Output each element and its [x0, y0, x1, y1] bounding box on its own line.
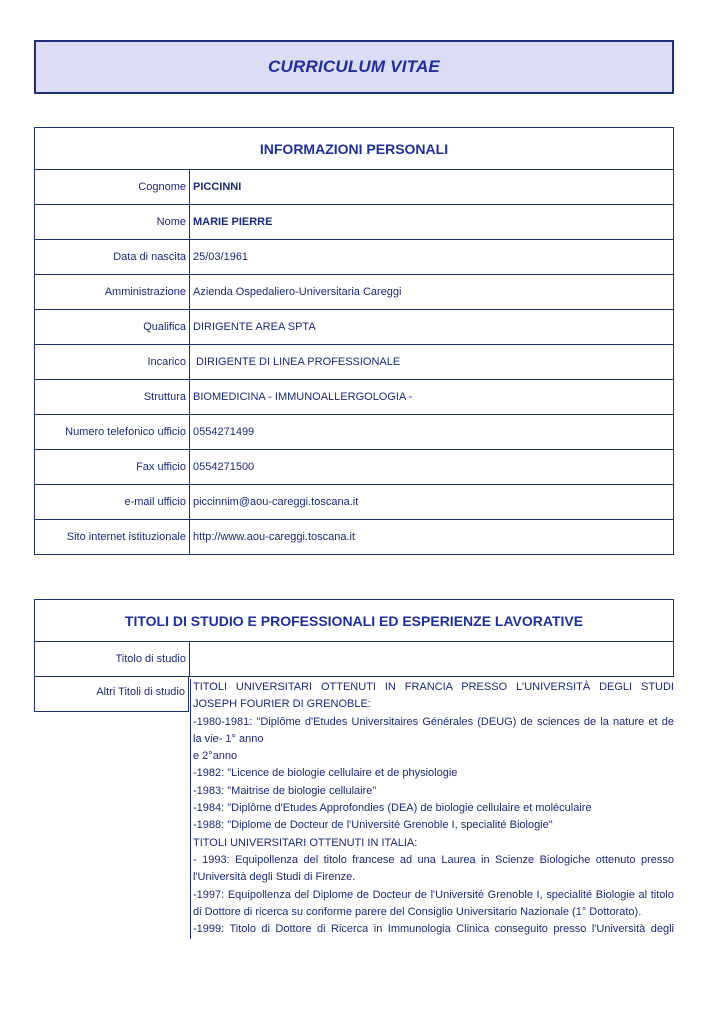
info-row [35, 415, 673, 450]
info-row [35, 485, 673, 520]
info-row [35, 240, 673, 275]
info-value: BIOMEDICINA - IMMUNOALLERGOLOGIA - [193, 391, 413, 403]
personal-info-heading: INFORMAZIONI PERSONALI [35, 128, 673, 170]
personal-info-section [34, 127, 674, 555]
info-row [35, 205, 673, 240]
titolo-row [35, 642, 673, 677]
altri-line: - 1993: Equipollenza del titolo francese ad una Laurea in Scienze Biologiche ottenuto presso [193, 853, 674, 866]
altri-line: -1999: Titolo di Dottore di Ricerca in Immunologia Clinica conseguito presso l'Università degli [193, 923, 674, 936]
info-row [35, 450, 673, 485]
altri-titoli-text [190, 679, 674, 939]
info-value: 0554271500 [193, 461, 255, 473]
info-value: PICCINNI [193, 181, 242, 193]
info-row [35, 275, 673, 310]
info-value: 25/03/1961 [193, 251, 249, 263]
altri-line: -1984: "Diplôme d'Etudes Approfondies (DEA) de biologie cellulaire et moléculaire [193, 802, 592, 815]
info-label: Fax ufficio [35, 450, 190, 484]
titolo-label: Titolo di studio [35, 642, 190, 676]
altri-line: -1988: "Diplome de Docteur de l'Université Grenoble I, specialité Biologie" [193, 819, 553, 832]
titles-heading: TITOLI DI STUDIO E PROFESSIONALI ED ESPERIENZE LAVORATIVE [35, 600, 673, 642]
info-label: e-mail ufficio [35, 485, 190, 519]
info-label: Data di nascita [35, 240, 190, 274]
info-row [35, 170, 673, 205]
info-label: Cognome [35, 170, 190, 204]
page-title: CURRICULUM VITAE [268, 57, 440, 76]
info-row [35, 345, 673, 380]
info-value: http://www.aou-careggi.toscana.it [193, 531, 356, 543]
personal-info-rows [35, 170, 673, 555]
altri-line: la vie- 1° anno [193, 732, 264, 745]
info-value: 0554271499 [193, 426, 255, 438]
info-value: Azienda Ospedaliero-Universitaria Careggi [193, 286, 402, 298]
info-label: Incarico [35, 345, 190, 379]
altri-line: -1982: "Licence de biologie cellulaire et de physiologie [193, 767, 458, 780]
titles-section [34, 599, 674, 677]
altri-line: e 2°anno [193, 750, 238, 763]
altri-line: JOSEPH FOURIER DI GRENOBLE: [193, 698, 371, 711]
altri-line: -1980-1981: "Diplôme d'Etudes Universitaires Générales (DEUG) de sciences de la nature et de [193, 715, 674, 728]
info-value: DIRIGENTE DI LINEA PROFESSIONALE [193, 356, 401, 368]
info-value: piccinnim@aou-careggi.toscana.it [193, 496, 359, 508]
altri-line: TITOLI UNIVERSITARI OTTENUTI IN ITALIA: [193, 836, 418, 849]
info-row [35, 520, 673, 555]
titolo-value [190, 642, 673, 676]
info-label: Qualifica [35, 310, 190, 344]
info-label: Amministrazione [35, 275, 190, 309]
info-row [35, 310, 673, 345]
info-label: Nome [35, 205, 190, 239]
altri-titoli-label: Altri Titoli di studio [34, 676, 189, 712]
info-label: Numero telefonico ufficio [35, 415, 190, 449]
altri-line: l'Università degli Studi di Firenze. [193, 871, 356, 884]
info-value: DIRIGENTE AREA SPTA [193, 321, 316, 333]
info-row [35, 380, 673, 415]
info-value: MARIE PIERRE [193, 216, 273, 228]
altri-line: TITOLI UNIVERSITARI OTTENUTI IN FRANCIA PRESSO L'UNIVERSITÀ DEGLI STUDI [193, 681, 674, 693]
altri-line: -1997: Equipollenza del Diplome de Docteur de l'Université Grenoble I, specialité Biologie al titolo [193, 888, 674, 901]
altri-line: -1983: "Maitrise de biologie cellulaire" [193, 784, 377, 797]
altri-line: di Dottore di ricerca su conforme parere del Consiglio Universitario Nazionale (1° Dottorato). [193, 905, 642, 918]
cv-title-box [34, 40, 674, 94]
info-label: Struttura [35, 380, 190, 414]
info-label: Sito internet istituzionale [35, 520, 190, 554]
